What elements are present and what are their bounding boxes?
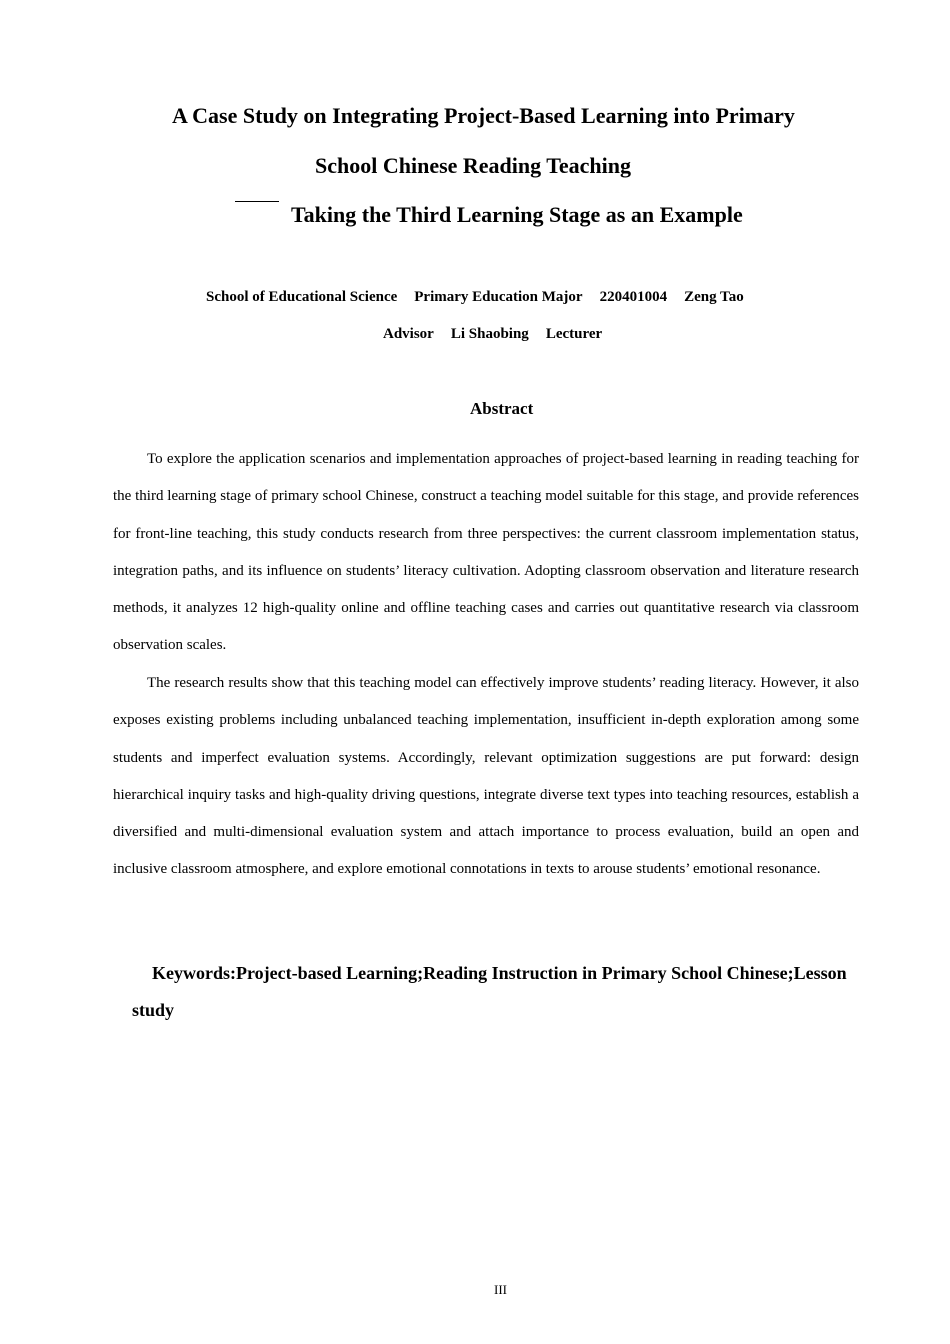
abstract-paragraph: The research results show that this teaching model can effectively improve students’ reading literacy. However, it also exposes existing problems including unbalanced teaching implementation, insufficient in-depth exploration among some students and imperfect evaluation systems. Accordingly, relevant optimization suggestions are put forward: design hierarchical inquiry tasks and high-quality driving questions, integrate diverse text types into teaching resources, establish a diversified and multi-dimensional evaluation system and attach importance to process evaluation, build an open and inclusive classroom atmosphere, and explore emotional connotations in texts to arouse students’ emotional resonance. [113, 675, 859, 878]
author-name: Zeng Tao [684, 289, 744, 305]
advisor-title: Lecturer [545, 326, 603, 342]
paper-subtitle [235, 202, 743, 230]
advisor-name: Li Shaobing [450, 326, 529, 342]
subtitle-dash [235, 201, 279, 228]
major-name: Primary Education Major [414, 289, 583, 305]
abstract-paragraph: To explore the application scenarios and implementation approaches of project-based learning in reading teaching for the third learning stage of primary school Chinese, construct a teaching model suitable for this stage, and provide references for front-line teaching, this study conducts research from three perspectives: the current classroom implementation status, integration paths, and its influence on students’ literacy cultivation. Adopting classroom observation and literature research methods, it analyzes 12 high-quality online and offline teaching cases and carries out quantitative research via classroom observation scales. [113, 451, 859, 654]
abstract-heading: Abstract [470, 399, 534, 418]
paper-title-line-1: A Case Study on Integrating Project-Based Learning into Primary [172, 103, 795, 128]
student-id: 220401004 [599, 289, 668, 305]
page-number: III [494, 1282, 507, 1297]
advisor-info-line [383, 325, 602, 343]
author-info-line [206, 288, 744, 306]
keywords: Keywords:Project-based Learning;Reading Instruction in Primary School Chinese;Lesson study [132, 963, 847, 1020]
advisor-label: Advisor [383, 326, 434, 342]
paper-title-line-2: School Chinese Reading Teaching [315, 153, 632, 178]
school-name: School of Educational Science [206, 289, 398, 305]
subtitle-text: Taking the Third Learning Stage as an Example [291, 202, 743, 227]
